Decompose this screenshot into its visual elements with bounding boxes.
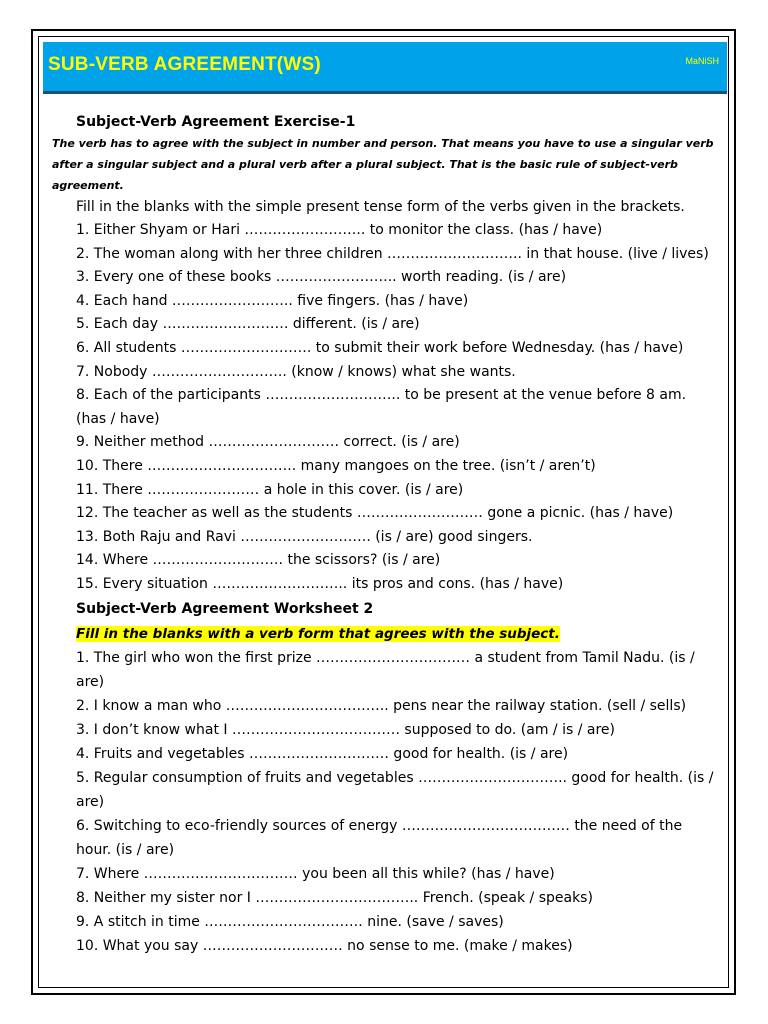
- worksheet2-question: 5. Regular consumption of fruits and vegetables ………………………….. good for health. (is / are): [76, 769, 714, 810]
- worksheet2-question: 2. I know a man who …………………………….. pens near the railway station. (sell / sells): [76, 697, 687, 714]
- exercise1-heading: Subject-Verb Agreement Exercise-1: [76, 114, 356, 130]
- exercise1-question: 14. Where ………………………. the scissors? (is / are): [76, 552, 441, 569]
- exercise1-question: 6. All students ………………………. to submit their work before Wednesday. (has / have): [76, 339, 684, 356]
- worksheet2-question: 10. What you say ………………………… no sense to me. (make / makes): [76, 937, 573, 954]
- worksheet2-question: 4. Fruits and vegetables ………………………… good for health. (is / are): [76, 745, 569, 762]
- exercise1-question: 5. Each day ……………………… different. (is / are): [76, 316, 420, 333]
- worksheet-content: [52, 111, 722, 958]
- page-title: SUB-VERB AGREEMENT(WS): [48, 54, 321, 75]
- worksheet2-question: 7. Where …………………………… you been all this while? (has / have): [76, 865, 555, 882]
- exercise1-question: 1. Either Shyam or Hari …………………….. to monitor the class. (has / have): [76, 222, 603, 238]
- worksheet2-question: 9. A stitch in time ……………………………. nine. (save / saves): [76, 913, 504, 930]
- exercise1-question: 7. Nobody ……………………….. (know / knows) what she wants.: [76, 363, 516, 380]
- exercise1-question: 15. Every situation ……………………….. its pros and cons. (has / have): [76, 575, 564, 592]
- exercise1-question: 12. The teacher as well as the students ……………………… gone a picnic. (has / have): [76, 505, 674, 522]
- exercise1-question: 8. Each of the participants ……………………….. to be present at the venue before 8 am. (has / have): [76, 387, 687, 427]
- exercise1-question: 13. Both Raju and Ravi ………………………. (is / are) good singers.: [76, 528, 533, 545]
- author-label: MaNiSH: [685, 56, 719, 66]
- exercise1-question: 11. There …………………… a hole in this cover. (is / are): [76, 481, 464, 498]
- worksheet2-question: 1. The girl who won the first prize …………………………… a student from Tamil Nadu. (is / are): [76, 649, 695, 690]
- exercise1-question: 3. Every one of these books …………………….. worth reading. (is / are): [76, 269, 567, 286]
- worksheet2-question: 8. Neither my sister nor I …………………………….. French. (speak / speaks): [76, 889, 593, 906]
- worksheet2-question: 3. I don’t know what I ……………………………… supposed to do. (am / is / are): [76, 721, 615, 738]
- worksheet2-heading: Subject-Verb Agreement Worksheet 2: [76, 600, 374, 617]
- worksheet2-question: 6. Switching to eco-friendly sources of energy ……………………………… the need of the hour. (is / are): [76, 817, 683, 858]
- exercise1-question: 4. Each hand …………………….. five fingers. (has / have): [76, 292, 469, 309]
- exercise1-question-list: [52, 219, 722, 597]
- exercise1-question: 9. Neither method ………………………. correct. (is / are): [76, 434, 460, 451]
- worksheet2-instruction: [76, 621, 722, 646]
- exercise1-question: 2. The woman along with her three children ……………………….. in that house. (live / lives): [76, 245, 709, 262]
- exercise1-intro: The verb has to agree with the subject in number and person. That means you have to use a singular verb after a singular subject and a plural verb after a plural subject. That is the basic rule of subject-verb agreement.: [52, 137, 714, 192]
- header-bar: [43, 42, 727, 94]
- exercise1-question: 10. There ………………………….. many mangoes on the tree. (isn’t / aren’t): [76, 457, 596, 474]
- exercise1-instruction: Fill in the blanks with the simple present tense form of the verbs given in the brackets.: [76, 199, 685, 215]
- worksheet2-question-list: [52, 646, 722, 958]
- worksheet2-instruction-highlight: Fill in the blanks with a verb form that agrees with the subject.: [76, 625, 560, 642]
